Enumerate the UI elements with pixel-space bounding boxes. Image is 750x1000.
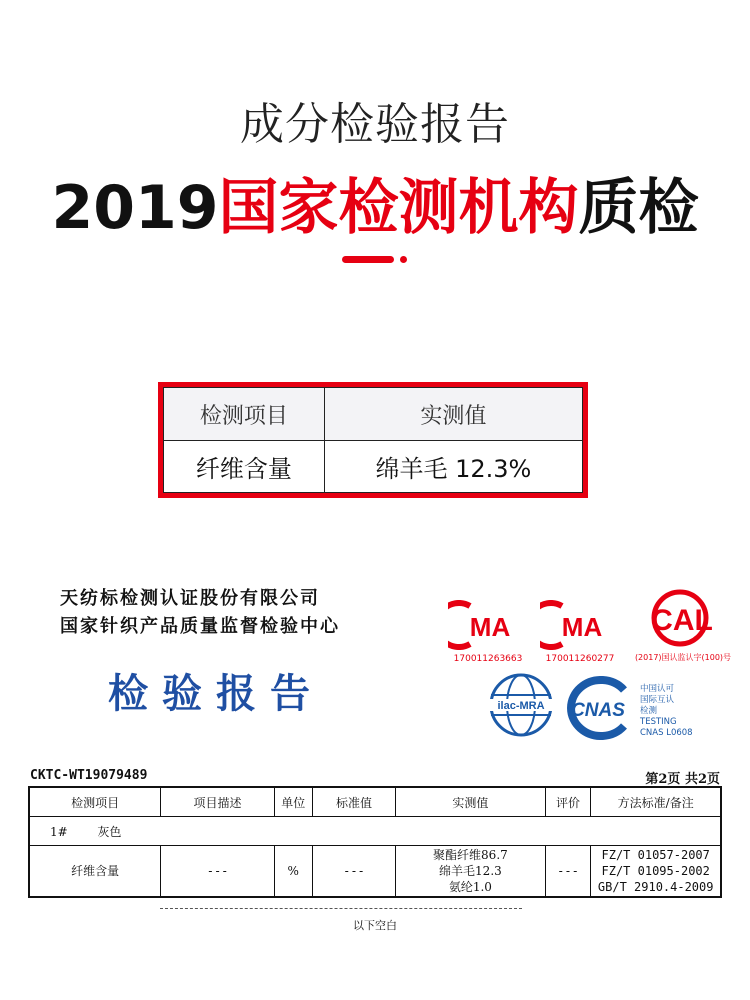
cell-evaluation: --- [545, 846, 591, 897]
table-header-row [30, 788, 721, 817]
sample-color: 灰色 [97, 824, 122, 839]
cma-mark-icon [448, 600, 528, 650]
measured-line: 绵羊毛12.3 [439, 864, 502, 878]
cell-standard: --- [312, 846, 396, 897]
org-name-line1: 天纺标检测认证股份有限公司 [60, 588, 320, 609]
end-note: 以下空白 [353, 919, 397, 932]
measured-line: 聚酯纤维86.7 [433, 848, 508, 862]
cell-unit: % [274, 846, 312, 897]
summary-table [158, 382, 588, 498]
measured-line: 氨纶1.0 [448, 880, 492, 894]
page-subtitle: 成分检验报告 [240, 99, 510, 150]
method-line: FZ/T 01057-2007 [601, 848, 710, 862]
decorative-bar [342, 256, 394, 263]
method-line: FZ/T 01095-2002 [601, 864, 710, 878]
report-title: 检验报告 [108, 670, 324, 717]
page-headline [0, 160, 750, 246]
cma-logo-1 [448, 600, 528, 664]
summary-col-item-header: 检测项目 [164, 388, 325, 441]
cnas-desc-line: CNAS L0608 [640, 728, 693, 738]
ilac-letters: ilac-MRA [497, 700, 545, 712]
header-cell: 方法标准/备注 [591, 788, 721, 817]
org-name-line2: 国家针织产品质量监督检验中心 [60, 616, 340, 637]
cert-number-1: 170011263663 [453, 654, 523, 664]
cnas-letters: CNAS [571, 700, 625, 721]
cell-measured [396, 846, 545, 897]
cma-mark-icon [540, 600, 620, 650]
summary-col-value-header: 实测值 [324, 388, 582, 441]
header-cell: 实测值 [396, 788, 545, 817]
summary-item: 纤维含量 [164, 441, 325, 493]
header-cell: 单位 [274, 788, 312, 817]
report-table [28, 786, 722, 898]
cell-methods [591, 846, 721, 897]
cell-desc: --- [161, 846, 274, 897]
cnas-desc-line: TESTING [640, 717, 677, 727]
sample-id: 1# [50, 824, 68, 839]
summary-value: 绵羊毛 12.3% [324, 441, 582, 493]
header-cell: 项目描述 [161, 788, 274, 817]
cal-logo [636, 586, 736, 663]
sample-group-cell [30, 817, 721, 846]
cell-item: 纤维含量 [30, 846, 161, 897]
cma-letters: MA [561, 612, 603, 642]
ilac-mra-logo [486, 670, 556, 740]
table-row [30, 846, 721, 897]
cal-mark-icon [636, 586, 736, 648]
header-cell: 标准值 [312, 788, 396, 817]
cal-approval-text: (2017)国认监认字(100)号 [634, 653, 732, 662]
cnas-mark-icon [562, 676, 638, 740]
cal-letters: CAL [651, 604, 713, 637]
headline-tail: 质检 [578, 173, 699, 243]
sample-group-row [30, 817, 721, 846]
cma-logo-2 [540, 600, 620, 664]
end-divider [160, 908, 522, 909]
cnas-desc-line: 国际互认 [640, 695, 675, 705]
cma-letters: MA [469, 612, 511, 642]
cnas-desc-line: 检测 [640, 706, 658, 716]
headline-year: 2019 [51, 173, 219, 243]
ilac-globe-icon [486, 670, 556, 740]
headline-highlight: 国家检测机构 [218, 173, 579, 243]
header-cell: 评价 [545, 788, 591, 817]
method-line: GB/T 2910.4-2009 [597, 880, 714, 894]
cnas-description [640, 684, 693, 739]
cert-number-2: 170011260277 [545, 654, 615, 664]
report-number: CKTC-WT19079489 [30, 768, 148, 783]
decorative-dot [400, 256, 407, 263]
cnas-desc-line: 中国认可 [640, 684, 675, 694]
cnas-logo [562, 676, 638, 740]
page-info: 第2页 共2页 [645, 772, 720, 787]
header-cell: 检测项目 [30, 788, 161, 817]
